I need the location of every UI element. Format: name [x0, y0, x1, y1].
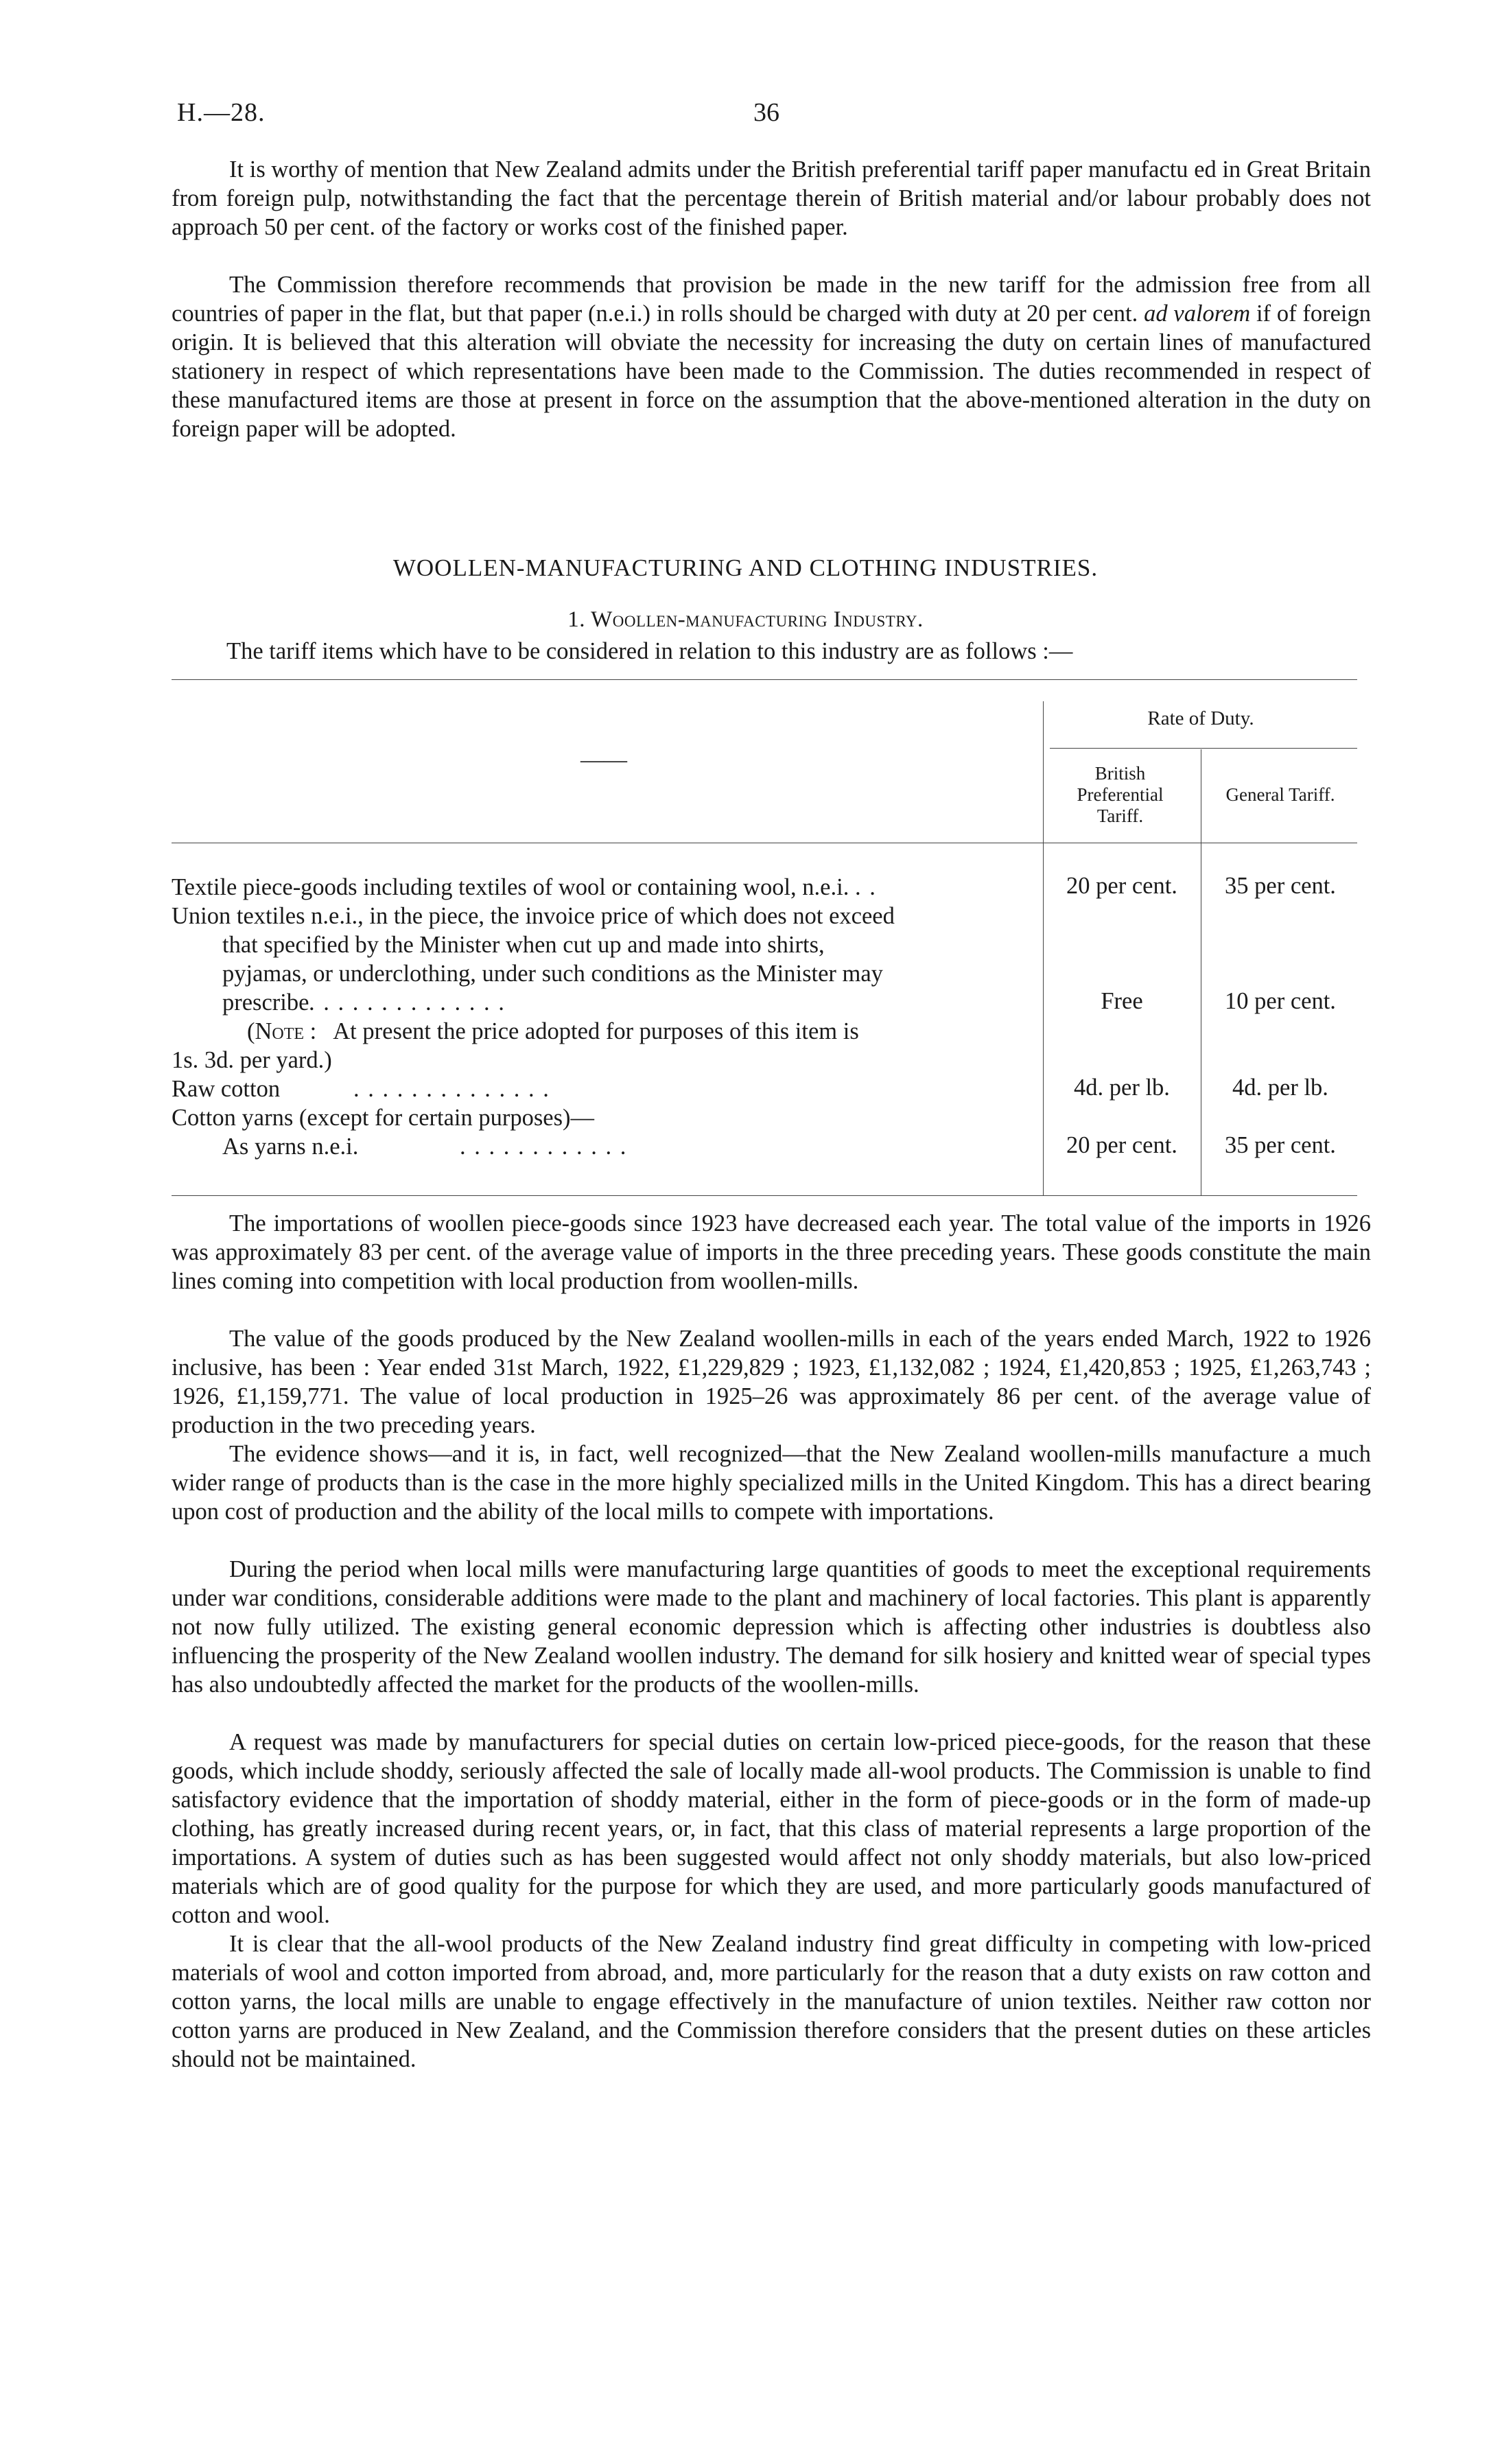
table-row-as-yarns: As yarns n.e.i. . . . . . . . . . . . . — [222, 1134, 628, 1160]
table-top-rule — [172, 679, 1357, 680]
bpt-value-yarns: 20 per cent. — [1066, 1132, 1177, 1158]
general-value-union: 10 per cent. — [1225, 988, 1336, 1014]
description-column-dash: —— — [580, 747, 627, 773]
bpt-value-textile: 20 per cent. — [1066, 873, 1177, 899]
subsection-title: 1. Woollen-manufacturing Industry. — [567, 607, 924, 632]
body-paragraph-2: The value of the goods produced by the New Zealand woollen-mills in each of the years ended March, 1922 to 1926 inclusive, has been : Year ended 31st March, 1922, £1,229,829 ; 1923, £1,132,082 ; 1924, £1,420,853 ; 1925, £1,263,743 ; 1926, £1,159,771. The value of local production in 1925–26 was approximately 86 per cent. of the average value of production in the two preceding years. — [172, 1326, 1371, 1438]
section-title: WOOLLEN-MANUFACTURING AND CLOTHING INDUSTRIES. — [392, 554, 1099, 581]
bpt-value-raw-cotton: 4d. per lb. — [1074, 1075, 1170, 1101]
body-paragraph-1: The importations of woollen piece-goods since 1923 have decreased each year. The total value of the imports in 1926 was approximately 83 per cent. of the average value of imports in the three preceding years. These goods constitute the main lines coming into competition with local production from woollen-mills. — [172, 1210, 1371, 1294]
rate-of-duty-header: Rate of Duty. — [1147, 707, 1254, 729]
table-row-textile-piece-goods: Textile piece-goods including textiles of wool or containing wool, n.e.i. . . — [172, 874, 877, 900]
general-value-raw-cotton: 4d. per lb. — [1232, 1075, 1328, 1101]
page-number: 36 — [753, 98, 779, 127]
bpt-value-union: Free — [1101, 988, 1143, 1014]
table-row-cotton-yarns: Cotton yarns (except for certain purposes)— — [172, 1105, 595, 1131]
rate-header-rule — [1050, 748, 1357, 749]
general-tariff-column-header: General Tariff. — [1225, 784, 1335, 805]
table-intro-text: The tariff items which have to be considered in relation to this industry are as follows :— — [226, 638, 1073, 664]
document-reference: H.—28. — [177, 98, 266, 127]
body-paragraph-6: It is clear that the all-wool products of the New Zealand industry find great difficulty in competing with low-priced materials of wool and cotton imported from abroad, and, more particularly for the reason that a duty exists on raw cotton and cotton yarns, the local mills are unable to engage effectively in the manufacture of union textiles. Neither raw cotton nor cotton yarns are produced in New Zealand, and the Commission therefore considers that the present duties on these articles should not be maintained. — [172, 1931, 1371, 2072]
table-row-raw-cotton: Raw cotton . . . . . . . . . . . . . . — [172, 1076, 550, 1102]
table-bottom-rule — [172, 1195, 1357, 1196]
body-paragraph-4: During the period when local mills were manufacturing large quantities of goods to meet the exceptional requirements under war conditions, considerable additions were made to the plant and machinery of local factories. This plant is apparently not now fully utilized. The existing general economic depression which is affecting other industries is doubtless also influencing the prosperity of the New Zealand woollen industry. The demand for silk hosiery and knitted wear of special types has also undoubtedly affected the market for the products of the woollen-mills. — [172, 1556, 1371, 1698]
table-row-union-textiles: Union textiles n.e.i., in the piece, the invoice price of which does not exceed that specified by the Minister when cut up and made into shirts, pyjamas, or underclothing, under such conditions as the Minister may prescribe . . . . . . . . . . . . . . — [172, 903, 895, 1016]
general-value-textile: 35 per cent. — [1225, 873, 1336, 899]
intro-paragraph-1: It is worthy of mention that New Zealand admits under the British preferential tariff paper manufactu ed in Great Britain from foreign pulp, notwithstanding the fact that the percentage therein of British material and/or labour probably does not approach 50 per cent. of the factory or works cost of the finished paper. — [172, 156, 1371, 240]
table-note: (Note : At present the price adopted for purposes of this item is 1s. 3d. per yard.) — [172, 1018, 859, 1073]
general-value-yarns: 35 per cent. — [1225, 1132, 1336, 1158]
column-divider-left — [1043, 701, 1044, 1195]
body-paragraph-5: A request was made by manufacturers for special duties on certain low-priced piece-goods, for the reason that these goods, which include shoddy, seriously affected the sale of locally made all-wool products. The Commission is unable to find satisfactory evidence that the importation of shoddy material, either in the form of piece-goods or in the form of made-up clothing, has greatly increased during recent years, or, in fact, that this class of material represents a large proportion of the importations. A system of duties such as has been suggested would affect not only shoddy materials, but also low-priced materials which are of good quality for the purpose for which they are used, and more particularly goods manufactured of cotton and wool. — [172, 1729, 1371, 1928]
body-paragraph-3: The evidence shows—and it is, in fact, well recognized—that the New Zealand woollen-mills manufacture a much wider range of products than is the case in the more highly specialized mills in the United Kingdom. This has a direct bearing upon cost of production and the ability of the local mills to compete with importations. — [172, 1441, 1371, 1525]
bpt-column-header: British Preferential Tariff. — [1077, 763, 1164, 826]
intro-paragraph-2: The Commission therefore recommends that provision be made in the new tariff for the admission free from all countries of paper in the flat, but that paper (n.e.i.) in rolls should be charged with duty at 20 per cent. ad valorem if of foreign origin. It is believed that this alteration will obviate the necessity for increasing the duty on certain lines of manufactured stationery in respect of which representations have been made to the Commission. The duties recommended in respect of these manufactured items are those at present in force on the assumption that the above-mentioned alteration in the duty on foreign paper will be adopted. — [172, 272, 1371, 442]
